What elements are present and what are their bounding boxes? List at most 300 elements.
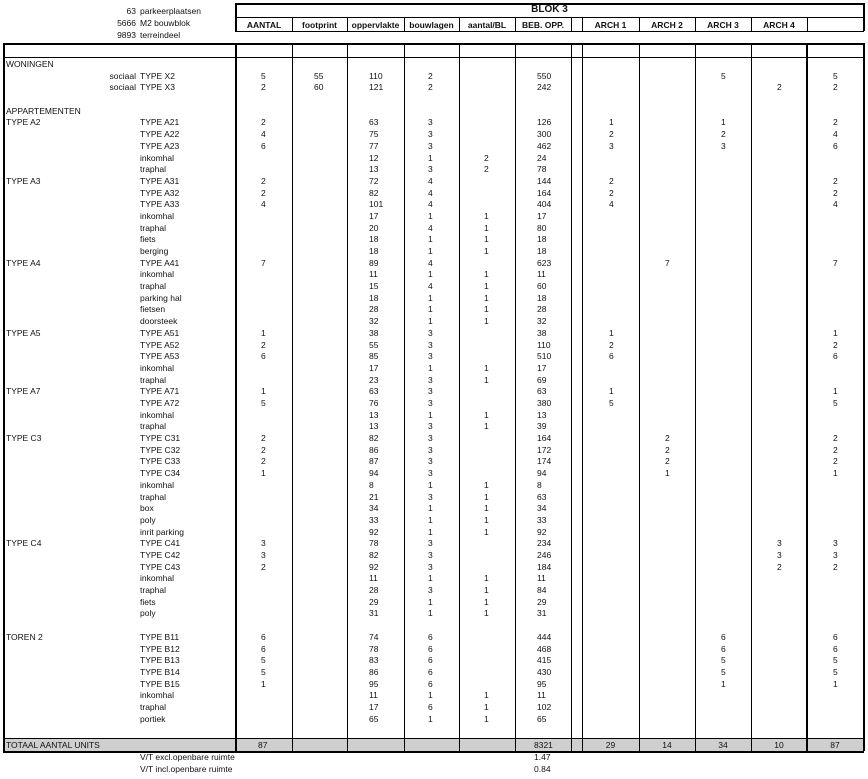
cell-beb: 38 bbox=[537, 327, 547, 338]
grid-line bbox=[751, 17, 752, 31]
cell-bl: 1 bbox=[484, 608, 489, 619]
cell-a1: 6 bbox=[609, 351, 614, 362]
total-arch-3: 34 bbox=[718, 740, 728, 750]
cell-bl: 1 bbox=[484, 713, 489, 724]
cell-a3: 1 bbox=[721, 678, 726, 689]
cell-bl: 1 bbox=[484, 690, 489, 701]
cell-a3: 5 bbox=[721, 666, 726, 677]
row-group-label: TYPE C4 bbox=[6, 538, 42, 549]
total-aantal: 87 bbox=[258, 740, 268, 750]
cell-opp: 18 bbox=[369, 292, 379, 303]
cell-bouwlagen: 3 bbox=[428, 491, 433, 502]
cell-tot: 1 bbox=[833, 386, 838, 397]
row-type-label: TYPE C32 bbox=[140, 444, 181, 455]
cell-opp: 87 bbox=[369, 456, 379, 467]
cell-opp: 76 bbox=[369, 398, 379, 408]
row-group-label: TOREN 2 bbox=[6, 631, 43, 642]
row-group-label: TYPE A4 bbox=[6, 257, 41, 268]
row-type-label: inkomhal bbox=[140, 573, 175, 584]
total-label: TOTAAL AANTAL UNITS bbox=[6, 740, 100, 750]
cell-beb: 126 bbox=[537, 117, 552, 128]
grid-line bbox=[292, 43, 293, 751]
cell-bouwlagen: 1 bbox=[428, 514, 433, 525]
grid-line bbox=[639, 43, 640, 751]
cell-beb: 65 bbox=[537, 713, 547, 724]
cell-bouwlagen: 1 bbox=[428, 608, 433, 619]
cell-bouwlagen: 1 bbox=[428, 316, 433, 327]
ratio-label: V/T excl.openbare ruimte bbox=[140, 752, 235, 762]
cell-bouwlagen: 3 bbox=[428, 549, 433, 560]
cell-aantal: 6 bbox=[261, 631, 266, 642]
cell-bl: 1 bbox=[484, 479, 489, 490]
cell-tot: 2 bbox=[833, 456, 838, 467]
cell-beb: 164 bbox=[537, 433, 552, 444]
cell-bl: 1 bbox=[484, 491, 489, 502]
cell-beb: 18 bbox=[537, 234, 547, 245]
row-type-label: TYPE A52 bbox=[140, 339, 180, 350]
cell-tot: 2 bbox=[833, 339, 838, 350]
row-type-label: TYPE B12 bbox=[140, 643, 180, 654]
cell-a1: 2 bbox=[609, 187, 614, 198]
cell-bouwlagen: 4 bbox=[428, 199, 433, 210]
header-info-value: 63 bbox=[126, 6, 136, 16]
cell-tot: 2 bbox=[833, 444, 838, 455]
row-type-label: TYPE C43 bbox=[140, 561, 181, 572]
cell-beb: 60 bbox=[537, 281, 547, 292]
cell-bouwlagen: 1 bbox=[428, 596, 433, 607]
row-type-label: TYPE A22 bbox=[140, 129, 180, 140]
cell-bouwlagen: 6 bbox=[428, 631, 433, 642]
cell-opp: 29 bbox=[369, 596, 379, 607]
cell-beb: 11 bbox=[537, 269, 546, 280]
grid-line bbox=[3, 751, 864, 753]
cell-a3: 6 bbox=[721, 631, 726, 642]
cell-opp: 92 bbox=[369, 526, 379, 537]
row-group-label: WONINGEN bbox=[6, 59, 54, 69]
cell-beb: 11 bbox=[537, 690, 546, 701]
cell-aantal: 4 bbox=[261, 129, 266, 140]
cell-bouwlagen: 1 bbox=[428, 713, 433, 724]
cell-footprint: 60 bbox=[314, 82, 324, 93]
cell-bouwlagen: 3 bbox=[428, 433, 433, 444]
cell-beb: 28 bbox=[537, 304, 547, 315]
cell-aantal: 5 bbox=[261, 70, 266, 81]
cell-beb: 246 bbox=[537, 549, 552, 560]
column-header: ARCH 1 bbox=[594, 20, 627, 30]
row-group-label: TYPE A3 bbox=[6, 175, 41, 186]
row-category-label: sociaal bbox=[109, 82, 136, 93]
cell-aantal: 2 bbox=[261, 82, 266, 93]
row-type-label: inkomhal bbox=[140, 690, 175, 701]
cell-bouwlagen: 3 bbox=[428, 585, 433, 596]
cell-bouwlagen: 1 bbox=[428, 409, 433, 420]
cell-tot: 5 bbox=[833, 655, 838, 666]
cell-bouwlagen: 3 bbox=[428, 444, 433, 455]
grid-line bbox=[459, 43, 460, 751]
row-type-label: parking hal bbox=[140, 292, 182, 303]
cell-bouwlagen: 1 bbox=[428, 479, 433, 490]
ratio-value: 1.47 bbox=[534, 752, 551, 762]
cell-opp: 18 bbox=[369, 234, 379, 245]
grid-line bbox=[695, 43, 696, 751]
row-type-label: TYPE A71 bbox=[140, 386, 180, 397]
cell-a1: 3 bbox=[609, 140, 614, 151]
cell-a1: 2 bbox=[609, 129, 614, 140]
grid-line bbox=[571, 43, 572, 751]
cell-a3: 2 bbox=[721, 129, 726, 140]
cell-opp: 110 bbox=[369, 70, 383, 81]
cell-opp: 86 bbox=[369, 444, 379, 455]
cell-beb: 17 bbox=[537, 362, 547, 373]
row-type-label: portiek bbox=[140, 713, 166, 724]
cell-tot: 2 bbox=[833, 561, 838, 572]
cell-opp: 23 bbox=[369, 374, 379, 385]
cell-beb: 29 bbox=[537, 596, 547, 607]
grid-line bbox=[515, 43, 516, 751]
cell-bl: 1 bbox=[484, 304, 489, 315]
cell-tot: 1 bbox=[833, 678, 838, 689]
cell-beb: 84 bbox=[537, 585, 547, 596]
cell-bl: 1 bbox=[484, 374, 489, 385]
cell-bl: 1 bbox=[484, 362, 489, 373]
cell-bouwlagen: 1 bbox=[428, 152, 433, 163]
cell-beb: 8 bbox=[537, 479, 542, 490]
grid-line bbox=[235, 17, 864, 18]
column-header: ARCH 3 bbox=[707, 20, 739, 30]
cell-opp: 77 bbox=[369, 140, 379, 151]
cell-opp: 121 bbox=[369, 82, 384, 93]
cell-tot: 4 bbox=[833, 129, 838, 140]
cell-aantal: 2 bbox=[261, 175, 266, 186]
column-header: footprint bbox=[302, 20, 337, 30]
cell-opp: 11 bbox=[369, 690, 378, 701]
row-type-label: TYPE C42 bbox=[140, 549, 181, 560]
cell-bouwlagen: 3 bbox=[428, 164, 433, 175]
row-type-label: TYPE A33 bbox=[140, 199, 180, 210]
cell-aantal: 2 bbox=[261, 561, 266, 572]
header-info-label: parkeerplaatsen bbox=[140, 6, 201, 16]
cell-bouwlagen: 4 bbox=[428, 257, 433, 268]
cell-opp: 11 bbox=[369, 269, 378, 280]
cell-a3: 3 bbox=[721, 140, 726, 151]
grid-line bbox=[751, 43, 752, 751]
cell-beb: 17 bbox=[537, 210, 547, 221]
cell-aantal: 1 bbox=[261, 468, 266, 479]
total-arch-2: 14 bbox=[662, 740, 672, 750]
cell-tot: 4 bbox=[833, 199, 838, 210]
cell-opp: 17 bbox=[369, 210, 379, 221]
cell-opp: 74 bbox=[369, 631, 379, 642]
total-arch-4: 10 bbox=[774, 740, 784, 750]
row-type-label: TYPE A23 bbox=[140, 140, 180, 151]
row-group-label: APPARTEMENTEN bbox=[6, 105, 81, 116]
cell-opp: 63 bbox=[369, 386, 379, 397]
cell-bouwlagen: 4 bbox=[428, 175, 433, 186]
cell-beb: 462 bbox=[537, 140, 552, 151]
cell-tot: 6 bbox=[833, 140, 838, 151]
cell-tot: 3 bbox=[833, 538, 838, 549]
row-type-label: TYPE A32 bbox=[140, 187, 180, 198]
cell-a1: 1 bbox=[609, 327, 614, 338]
cell-beb: 24 bbox=[537, 152, 547, 163]
cell-tot: 2 bbox=[833, 187, 838, 198]
cell-a4: 2 bbox=[777, 561, 782, 572]
cell-aantal: 6 bbox=[261, 643, 266, 654]
cell-opp: 12 bbox=[369, 152, 379, 163]
row-type-label: doorsteek bbox=[140, 316, 178, 327]
cell-tot: 6 bbox=[833, 643, 838, 654]
cell-aantal: 1 bbox=[261, 327, 266, 338]
cell-aantal: 2 bbox=[261, 456, 266, 467]
cell-bl: 1 bbox=[484, 281, 489, 292]
cell-beb: 33 bbox=[537, 514, 547, 525]
cell-aantal: 5 bbox=[261, 666, 266, 677]
cell-beb: 110 bbox=[537, 339, 551, 350]
cell-bouwlagen: 4 bbox=[428, 222, 433, 233]
cell-aantal: 6 bbox=[261, 140, 266, 151]
row-type-label: TYPE A53 bbox=[140, 351, 180, 362]
row-type-label: inkomhal bbox=[140, 479, 175, 490]
cell-aantal: 1 bbox=[261, 386, 266, 397]
cell-bouwlagen: 2 bbox=[428, 82, 433, 93]
cell-opp: 28 bbox=[369, 304, 379, 315]
cell-tot: 1 bbox=[833, 468, 838, 479]
cell-beb: 80 bbox=[537, 222, 547, 233]
cell-beb: 242 bbox=[537, 82, 552, 93]
row-type-label: TYPE B15 bbox=[140, 678, 180, 689]
row-type-label: fiets bbox=[140, 596, 156, 607]
grid-line bbox=[347, 17, 348, 31]
cell-a2: 2 bbox=[665, 433, 670, 444]
cell-beb: 164 bbox=[537, 187, 552, 198]
cell-bouwlagen: 2 bbox=[428, 70, 433, 81]
cell-bl: 1 bbox=[484, 210, 489, 221]
cell-aantal: 3 bbox=[261, 549, 266, 560]
header-info-value: 9893 bbox=[117, 29, 136, 40]
cell-opp: 78 bbox=[369, 538, 379, 549]
cell-opp: 13 bbox=[369, 421, 379, 432]
cell-beb: 32 bbox=[537, 316, 547, 327]
cell-tot: 2 bbox=[833, 82, 838, 93]
cell-opp: 17 bbox=[369, 701, 379, 712]
cell-bouwlagen: 1 bbox=[428, 246, 433, 257]
cell-beb: 92 bbox=[537, 526, 547, 537]
cell-a3: 1 bbox=[721, 117, 726, 128]
grid-line bbox=[235, 3, 237, 31]
row-type-label: traphal bbox=[140, 281, 166, 292]
cell-bl: 1 bbox=[484, 596, 489, 607]
cell-opp: 78 bbox=[369, 643, 379, 654]
cell-bouwlagen: 1 bbox=[428, 503, 433, 514]
cell-opp: 15 bbox=[369, 281, 379, 292]
row-type-label: inkomhal bbox=[140, 362, 175, 373]
cell-bouwlagen: 1 bbox=[428, 573, 433, 584]
cell-aantal: 2 bbox=[261, 339, 266, 350]
cell-tot: 2 bbox=[833, 117, 838, 128]
column-header: oppervlakte bbox=[351, 20, 400, 30]
grid-line bbox=[3, 43, 5, 751]
cell-beb: 31 bbox=[537, 608, 547, 619]
cell-bouwlagen: 1 bbox=[428, 234, 433, 245]
cell-a4: 2 bbox=[777, 82, 782, 93]
cell-opp: 82 bbox=[369, 433, 379, 444]
grid-line bbox=[404, 17, 405, 31]
cell-bouwlagen: 1 bbox=[428, 269, 433, 280]
cell-aantal: 2 bbox=[261, 187, 266, 198]
cell-opp: 82 bbox=[369, 187, 379, 198]
cell-a3: 5 bbox=[721, 70, 726, 81]
cell-tot: 5 bbox=[833, 398, 838, 408]
cell-opp: 83 bbox=[369, 655, 379, 666]
cell-bl: 1 bbox=[484, 292, 489, 303]
cell-aantal: 7 bbox=[261, 257, 266, 268]
cell-tot: 7 bbox=[833, 257, 838, 268]
cell-bl: 1 bbox=[484, 503, 489, 514]
cell-a1: 2 bbox=[609, 175, 614, 186]
column-header: ARCH 2 bbox=[651, 20, 683, 30]
cell-beb: 468 bbox=[537, 643, 552, 654]
cell-aantal: 3 bbox=[261, 538, 266, 549]
cell-tot: 2 bbox=[833, 175, 838, 186]
row-type-label: TYPE B13 bbox=[140, 655, 180, 666]
grid-line bbox=[235, 31, 864, 32]
cell-bouwlagen: 6 bbox=[428, 643, 433, 654]
cell-beb: 18 bbox=[537, 246, 547, 257]
cell-beb: 78 bbox=[537, 164, 547, 175]
cell-bouwlagen: 4 bbox=[428, 281, 433, 292]
cell-beb: 300 bbox=[537, 129, 552, 140]
cell-aantal: 2 bbox=[261, 444, 266, 455]
cell-beb: 69 bbox=[537, 374, 547, 385]
grid-line bbox=[3, 738, 864, 739]
cell-bouwlagen: 1 bbox=[428, 304, 433, 315]
cell-bl: 1 bbox=[484, 573, 489, 584]
cell-aantal: 2 bbox=[261, 117, 266, 128]
cell-bl: 1 bbox=[484, 316, 489, 327]
cell-bouwlagen: 3 bbox=[428, 140, 433, 151]
cell-aantal: 1 bbox=[261, 678, 266, 689]
cell-bouwlagen: 1 bbox=[428, 292, 433, 303]
cell-beb: 11 bbox=[537, 573, 546, 584]
row-type-label: traphal bbox=[140, 421, 166, 432]
grid-line bbox=[3, 57, 864, 58]
cell-bouwlagen: 6 bbox=[428, 666, 433, 677]
header-info-value: 5666 bbox=[117, 17, 136, 28]
cell-tot: 6 bbox=[833, 351, 838, 362]
cell-beb: 34 bbox=[537, 503, 547, 514]
cell-bouwlagen: 3 bbox=[428, 398, 433, 408]
row-type-label: TYPE C34 bbox=[140, 468, 181, 479]
cell-bouwlagen: 3 bbox=[428, 386, 433, 397]
row-type-label: TYPE X3 bbox=[140, 82, 175, 93]
cell-aantal: 2 bbox=[261, 433, 266, 444]
cell-bouwlagen: 3 bbox=[428, 421, 433, 432]
column-header: bouwlagen bbox=[409, 20, 454, 30]
cell-opp: 63 bbox=[369, 117, 379, 128]
cell-beb: 415 bbox=[537, 655, 552, 666]
blok-title: BLOK 3 bbox=[531, 4, 568, 15]
grid-line bbox=[235, 43, 237, 751]
grid-line bbox=[515, 17, 516, 31]
cell-a1: 1 bbox=[609, 386, 614, 397]
cell-tot: 3 bbox=[833, 549, 838, 560]
grid-line bbox=[582, 43, 583, 751]
cell-aantal: 4 bbox=[261, 199, 266, 210]
row-group-label: TYPE A7 bbox=[6, 386, 41, 397]
row-type-label: poly bbox=[140, 608, 156, 619]
grid-line bbox=[806, 43, 808, 751]
column-header: BEB. OPP. bbox=[522, 20, 564, 30]
grid-line bbox=[292, 17, 293, 31]
row-type-label: poly bbox=[140, 514, 156, 525]
cell-tot: 5 bbox=[833, 666, 838, 677]
cell-bl: 1 bbox=[484, 701, 489, 712]
cell-beb: 444 bbox=[537, 631, 552, 642]
grid-line bbox=[459, 17, 460, 31]
cell-opp: 65 bbox=[369, 713, 379, 724]
grid-line bbox=[695, 17, 696, 31]
cell-aantal: 5 bbox=[261, 655, 266, 666]
grid-line bbox=[235, 3, 864, 5]
row-group-label: TYPE A5 bbox=[6, 327, 41, 338]
cell-opp: 38 bbox=[369, 327, 379, 338]
grid-line bbox=[571, 17, 572, 31]
row-type-label: TYPE A21 bbox=[140, 117, 180, 128]
cell-beb: 13 bbox=[537, 409, 547, 420]
row-type-label: inkomhal bbox=[140, 152, 175, 163]
cell-a2: 7 bbox=[665, 257, 670, 268]
cell-bl: 1 bbox=[484, 246, 489, 257]
cell-bouwlagen: 3 bbox=[428, 339, 433, 350]
grid-line bbox=[347, 43, 348, 751]
row-category-label: sociaal bbox=[109, 70, 136, 81]
cell-bl: 1 bbox=[484, 234, 489, 245]
cell-opp: 18 bbox=[369, 246, 379, 257]
cell-opp: 28 bbox=[369, 585, 379, 596]
cell-a1: 5 bbox=[609, 398, 614, 408]
cell-opp: 92 bbox=[369, 561, 379, 572]
cell-opp: 31 bbox=[369, 608, 379, 619]
row-type-label: fiets bbox=[140, 234, 156, 245]
cell-bl: 2 bbox=[484, 164, 489, 175]
cell-bouwlagen: 3 bbox=[428, 538, 433, 549]
cell-bouwlagen: 4 bbox=[428, 187, 433, 198]
row-type-label: berging bbox=[140, 246, 169, 257]
cell-opp: 55 bbox=[369, 339, 379, 350]
cell-opp: 85 bbox=[369, 351, 379, 362]
cell-a1: 2 bbox=[609, 339, 614, 350]
cell-a1: 4 bbox=[609, 199, 614, 210]
grid-line bbox=[863, 43, 865, 751]
cell-bouwlagen: 1 bbox=[428, 690, 433, 701]
total-arch-1: 29 bbox=[605, 740, 616, 750]
cell-bl: 2 bbox=[484, 152, 489, 163]
cell-tot: 5 bbox=[833, 70, 838, 81]
cell-beb: 18 bbox=[537, 292, 547, 303]
cell-beb: 510 bbox=[537, 351, 552, 362]
row-type-label: TYPE X2 bbox=[140, 70, 175, 81]
cell-bouwlagen: 3 bbox=[428, 374, 433, 385]
ratio-label: V/T incl.openbare ruimte bbox=[140, 763, 233, 774]
row-type-label: TYPE B14 bbox=[140, 666, 180, 677]
cell-bl: 1 bbox=[484, 585, 489, 596]
cell-a3: 6 bbox=[721, 643, 726, 654]
cell-opp: 33 bbox=[369, 514, 379, 525]
cell-bouwlagen: 6 bbox=[428, 701, 433, 712]
row-type-label: fietsen bbox=[140, 304, 166, 315]
cell-a4: 3 bbox=[777, 538, 782, 549]
row-type-label: inkomhal bbox=[140, 269, 175, 280]
